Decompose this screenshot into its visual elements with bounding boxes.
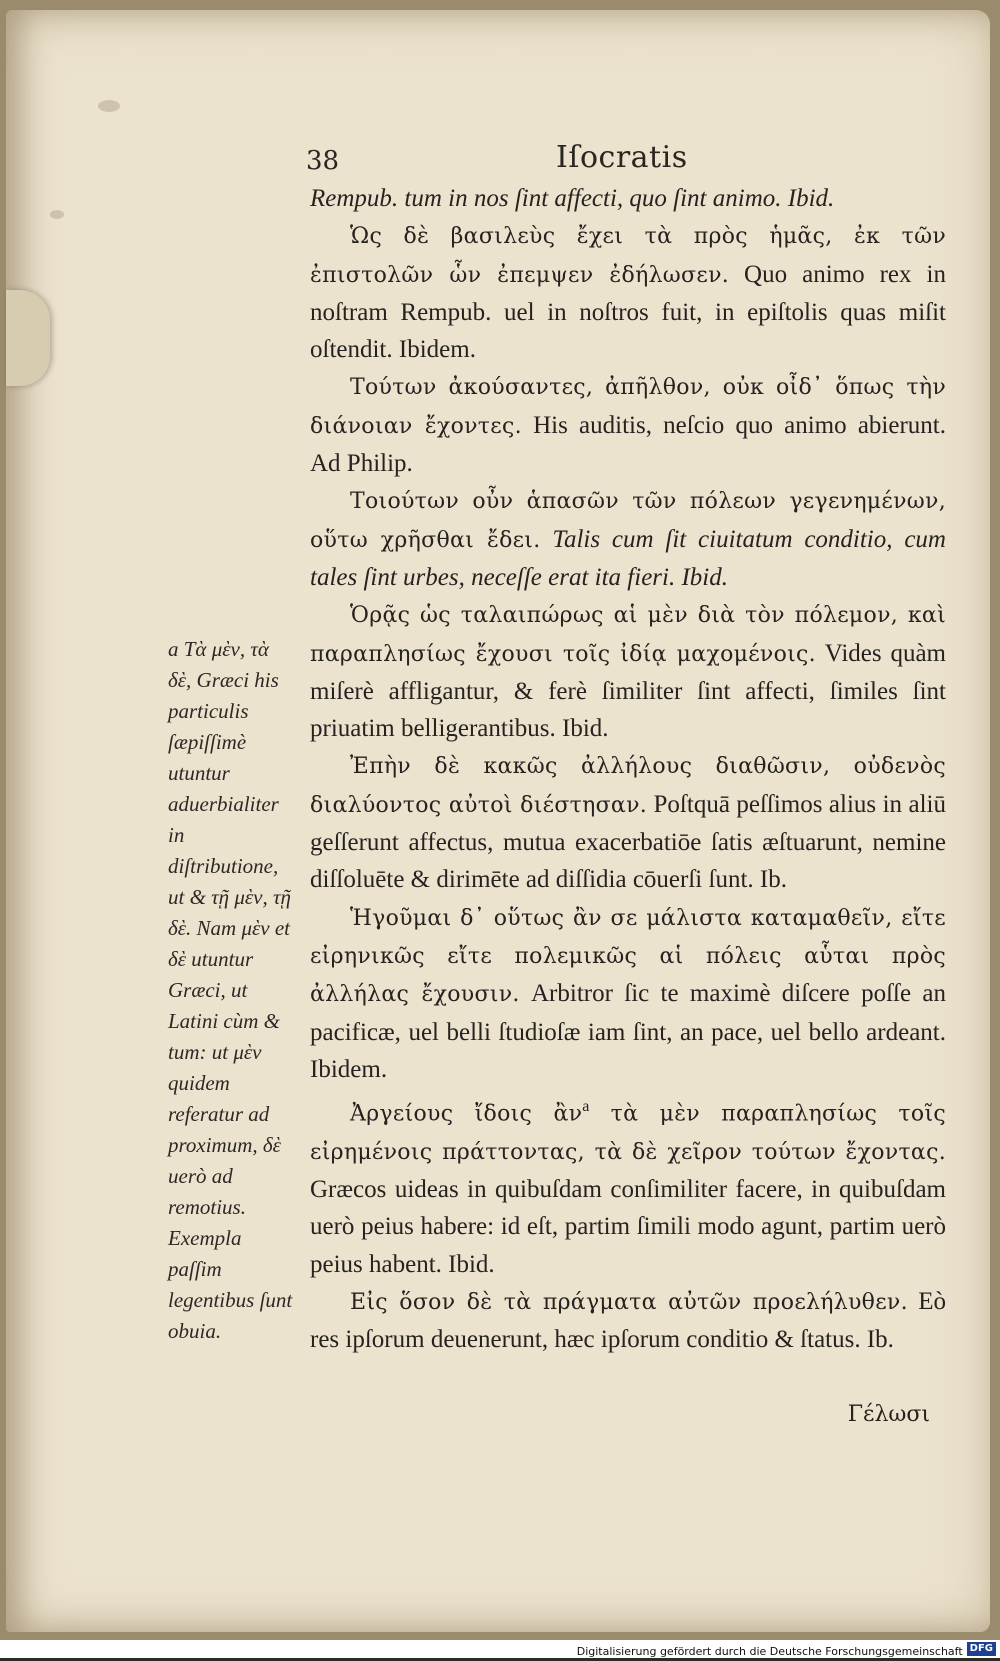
greek-text: Ὡς δὲ βασιλεὺς ἔχει τὰ πρὸς ἡμᾶς, ἐκ τῶν ἐπιστολῶν ὧν ἐπεμψεν ἐδήλωσεν. — [310, 224, 946, 288]
paragraph — [310, 368, 946, 482]
greek-text: Ἐπὴν δὲ κακῶς ἀλλήλους διαθῶσιν, οὐδενὸς διαλύοντος αὐτοὶ διέστησαν. — [310, 754, 946, 818]
running-title: Iſocratis — [556, 140, 688, 175]
latin-text: Talis cum ſit ciuitatum conditio, cum tales ſint urbes, neceſſe erat ita fieri. Ibid. — [310, 525, 946, 591]
paragraph — [310, 1088, 946, 1283]
greek-text: Τούτων ἀκούσαντες, ἀπῆλθον, οὐκ οἶδ᾿ ὅπως τὴν διάνοιαν ἔχοντες. — [310, 375, 946, 439]
latin-text: Rempub. tum in nos ſint affecti, quo ſint animo. Ibid. — [310, 185, 835, 212]
greek-text: Τοιούτων οὖν ἁπασῶν τῶν πόλεων γεγενημένων, οὕτω χρῆσθαι ἔδει. — [310, 489, 946, 553]
note-marker: a — [582, 1098, 590, 1116]
footer-credit: Digitalisierung gefördert durch die Deutsche Forschungsgemeinschaft — [576, 1645, 963, 1658]
latin-text: His auditis, neſcio quo animo abierunt. Ad Philip. — [310, 411, 946, 478]
latin-text: Græcos uideas in quibuſdam conſimiliter facere, in quibuſdam uerò peius habere: id eſt, partim ſimili modo agunt, partim uerò peius habent. Ibid. — [310, 1176, 946, 1278]
paragraph — [310, 482, 946, 596]
page-tab-edge — [6, 290, 50, 386]
paragraph — [310, 1283, 946, 1359]
catchword: Γέλωσι — [847, 1402, 930, 1427]
paragraph — [310, 217, 946, 368]
paragraph — [310, 596, 946, 747]
marginal-note: a Τὰ μὲν, τὰ δὲ, Græci his particulis ſæpiſſimè utuntur aduerbialiter in diſtributione, ut & τῇ μὲν, τῇ δὲ. Nam μὲν et δὲ utuntur Græci, ut Latini cùm & tum: ut μὲν quidem referatur ad proximum, δὲ uerò ad remotius. Exempla paſſim legentibus ſunt obuia. — [168, 637, 293, 1343]
greek-text: Ἀργείους ἴδοις ἂν — [350, 1101, 583, 1127]
digitization-footer — [0, 1640, 1000, 1658]
greek-text: Ἡγοῦμαι δ᾿ οὕτως ἂν σε μάλιστα καταμαθεῖν, εἴτε εἰρηνικῶς εἴτε πολεμικῶς αἱ πόλεις αὗται πρὸς ἀλλήλας ἔχουσιν. — [310, 905, 946, 1008]
latin-text: Vides quàm miſerè affligantur, & ferè ſimiliter ſint affecti, ſimiles ſint priuatim belligerantibus. Ibid. — [310, 639, 946, 743]
paragraph — [310, 899, 946, 1088]
paragraph — [310, 180, 946, 217]
paper-stain — [50, 210, 64, 219]
page-number: 38 — [306, 146, 340, 176]
greek-text: Ὁρᾷς ὡς ταλαιπώρως αἱ μὲν διὰ τὸν πόλεμον, καὶ παραπλησίως ἔχουσι τοῖς ἰδίᾳ μαχομένοις. — [310, 603, 946, 667]
main-text — [310, 180, 946, 1359]
document-page — [6, 10, 990, 1632]
page-header — [306, 140, 946, 184]
latin-text: Quo animo rex in noſtram Rempub. uel in noſtros fuit, in epiſtolis quas miſit oſtendit. Ibidem. — [310, 260, 946, 364]
latin-text: Poſtquā peſſimos alius in aliū geſſerunt affectus, mutua exacerbatiōe ſatis æſtuarunt, nemine diſſoluēte & dirimēte ad diſſidia cōuerſi ſunt. Ib. — [310, 790, 947, 894]
latin-text: Eò res ipſorum deuenerunt, hæc ipſorum conditio & ſtatus. Ib. — [310, 1287, 946, 1354]
dfg-logo: DFG — [967, 1642, 996, 1656]
paragraph — [310, 747, 946, 898]
paper-stain — [98, 100, 120, 112]
greek-text: Εἰς ὅσον δὲ τὰ πράγματα αὐτῶν προελήλυθεν. — [350, 1289, 908, 1315]
greek-text: τὰ μὲν παραπλησίως τοῖς εἰρημένοις πράττοντας, τὰ δὲ χεῖρον τούτων ἔχοντας. — [310, 1101, 946, 1165]
latin-text: Arbitror ſic te maximè diſcere poſſe an pacificæ, uel belli ſtudioſæ iam ſint, an pace, uel bello ardeant. Ibidem. — [310, 980, 946, 1083]
